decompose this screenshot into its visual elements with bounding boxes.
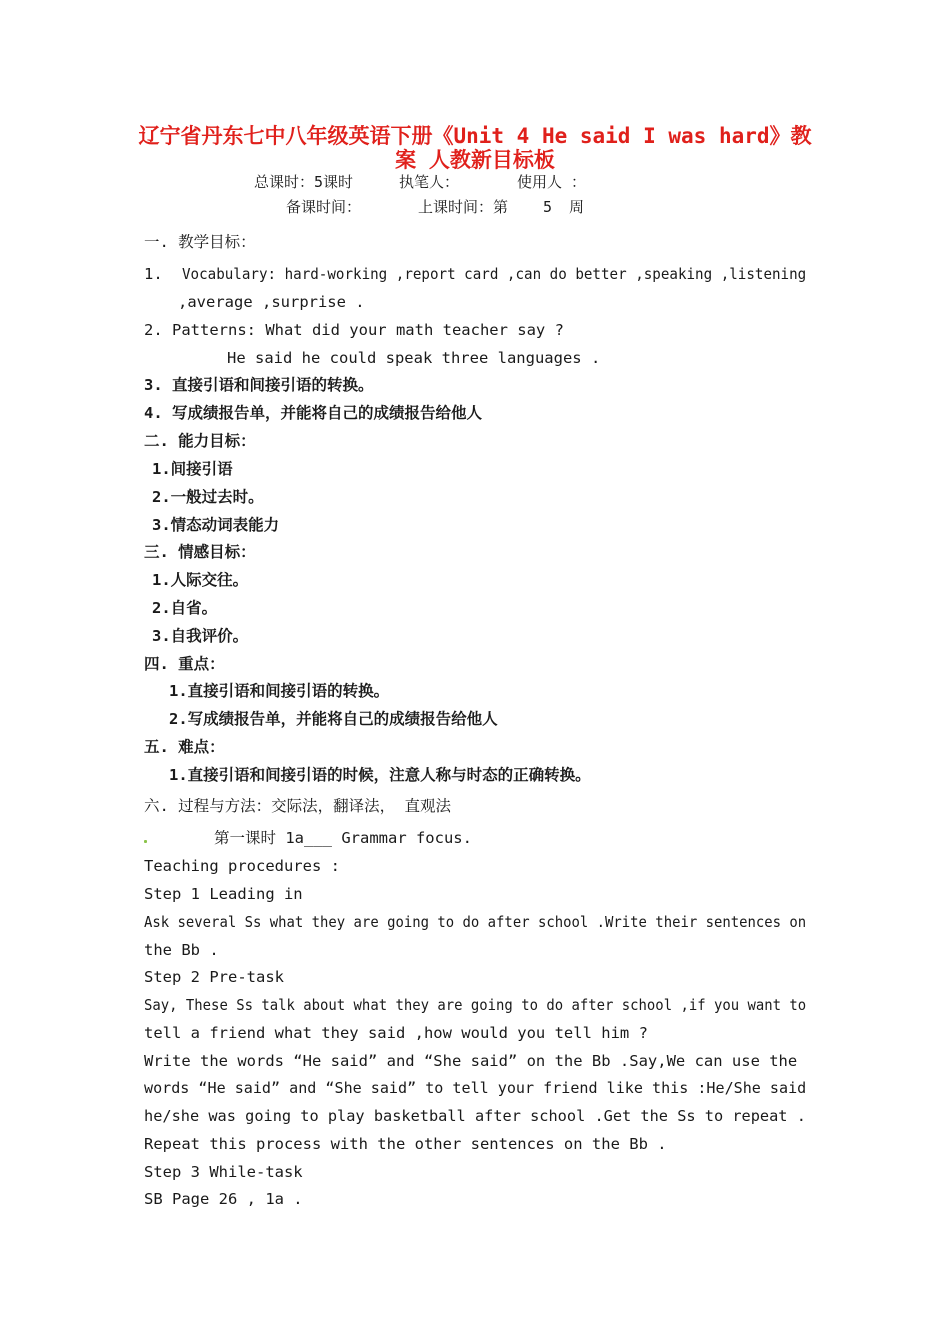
goal-4: 4. 写成绩报告单，并能将自己的成绩报告给他人 <box>144 404 482 422</box>
key-points-heading: 四. 重点： <box>144 655 225 673</box>
class-time-label: 上课时间：第 <box>418 198 509 216</box>
step-1-heading: Step 1 Leading in <box>144 885 303 903</box>
prep-time-label: 备课时间： <box>286 198 362 216</box>
difficulty-1: 1.直接引语和间接引语的时候，注意人称与时态的正确转换。 <box>169 766 591 784</box>
step-2-text-line-6: Repeat this process with the other sentences on the Bb . <box>144 1135 667 1153</box>
step-2-text-line-2: tell a friend what they said ,how would you tell him ? <box>144 1024 648 1042</box>
emotion-2: 2.自省。 <box>152 599 218 617</box>
key-point-2: 2.写成绩报告单，并能将自己的成绩报告给他人 <box>169 710 498 728</box>
key-point-1: 1.直接引语和间接引语的转换。 <box>169 682 390 700</box>
emotion-heading: 三. 情感目标： <box>144 543 256 561</box>
ability-3: 3.情态动词表能力 <box>152 516 280 534</box>
teaching-goals-heading: 一. 教学目标： <box>144 233 256 251</box>
ability-2: 2.一般过去时。 <box>152 488 264 506</box>
emotion-3: 3.自我评价。 <box>152 627 249 645</box>
method-line: 六. 过程与方法：交际法，翻译法， 直观法 <box>144 797 451 815</box>
step-2-text-line-5: he/she was going to play basketball after school .Get the Ss to repeat . <box>144 1107 806 1125</box>
step-3-text-line-1: SB Page 26 , 1a . <box>144 1190 303 1208</box>
step-1-text-line-1: Ask several Ss what they are going to do after school .Write their sentences on <box>144 913 807 931</box>
week-number: 5 <box>543 198 553 216</box>
ability-1: 1.间接引语 <box>152 460 233 478</box>
difficulty-heading: 五. 难点： <box>144 738 225 756</box>
total-lessons: 总课时：5课时 <box>254 173 354 191</box>
step-1-text-line-2: the Bb . <box>144 941 219 959</box>
step-2-text-line-1: Say, These Ss talk about what they are going to do after school ,if you want to <box>144 996 807 1014</box>
scan-mark <box>144 840 147 843</box>
document-title-line1: 辽宁省丹东七中八年级英语下册《Unit 4 He said I was hard》教 <box>138 124 812 148</box>
week-unit: 周 <box>569 198 585 216</box>
lesson-1-heading: 第一课时 1a___ Grammar focus. <box>214 829 472 847</box>
emotion-1: 1.人际交往。 <box>152 571 249 589</box>
step-2-text-line-4: words “He said” and “She said” to tell your friend like this :He/She said <box>144 1079 807 1097</box>
goal-2: 2. Patterns: What did your math teacher say ? <box>144 321 564 339</box>
goal-3: 3. 直接引语和间接引语的转换。 <box>144 376 374 394</box>
document-title-line2: 案 人教新目标板 <box>395 148 555 172</box>
step-2-text-line-3: Write the words “He said” and “She said” on the Bb .Say,We can use the <box>144 1052 798 1070</box>
goal-1-continued: ,average ,surprise . <box>178 293 365 311</box>
writer-label: 执笔人： <box>399 173 460 191</box>
goal-1-number: 1. <box>144 265 163 283</box>
goal-1-text: Vocabulary: hard-working ,report card ,can do better ,speaking ,listening <box>182 265 807 283</box>
procedures-heading: Teaching procedures : <box>144 857 340 875</box>
step-2-heading: Step 2 Pre-task <box>144 968 284 986</box>
user-label: 使用人 ： <box>517 173 587 191</box>
goal-2-continued: He said he could speak three languages . <box>227 349 601 367</box>
step-3-heading: Step 3 While-task <box>144 1163 303 1181</box>
ability-heading: 二. 能力目标： <box>144 432 256 450</box>
